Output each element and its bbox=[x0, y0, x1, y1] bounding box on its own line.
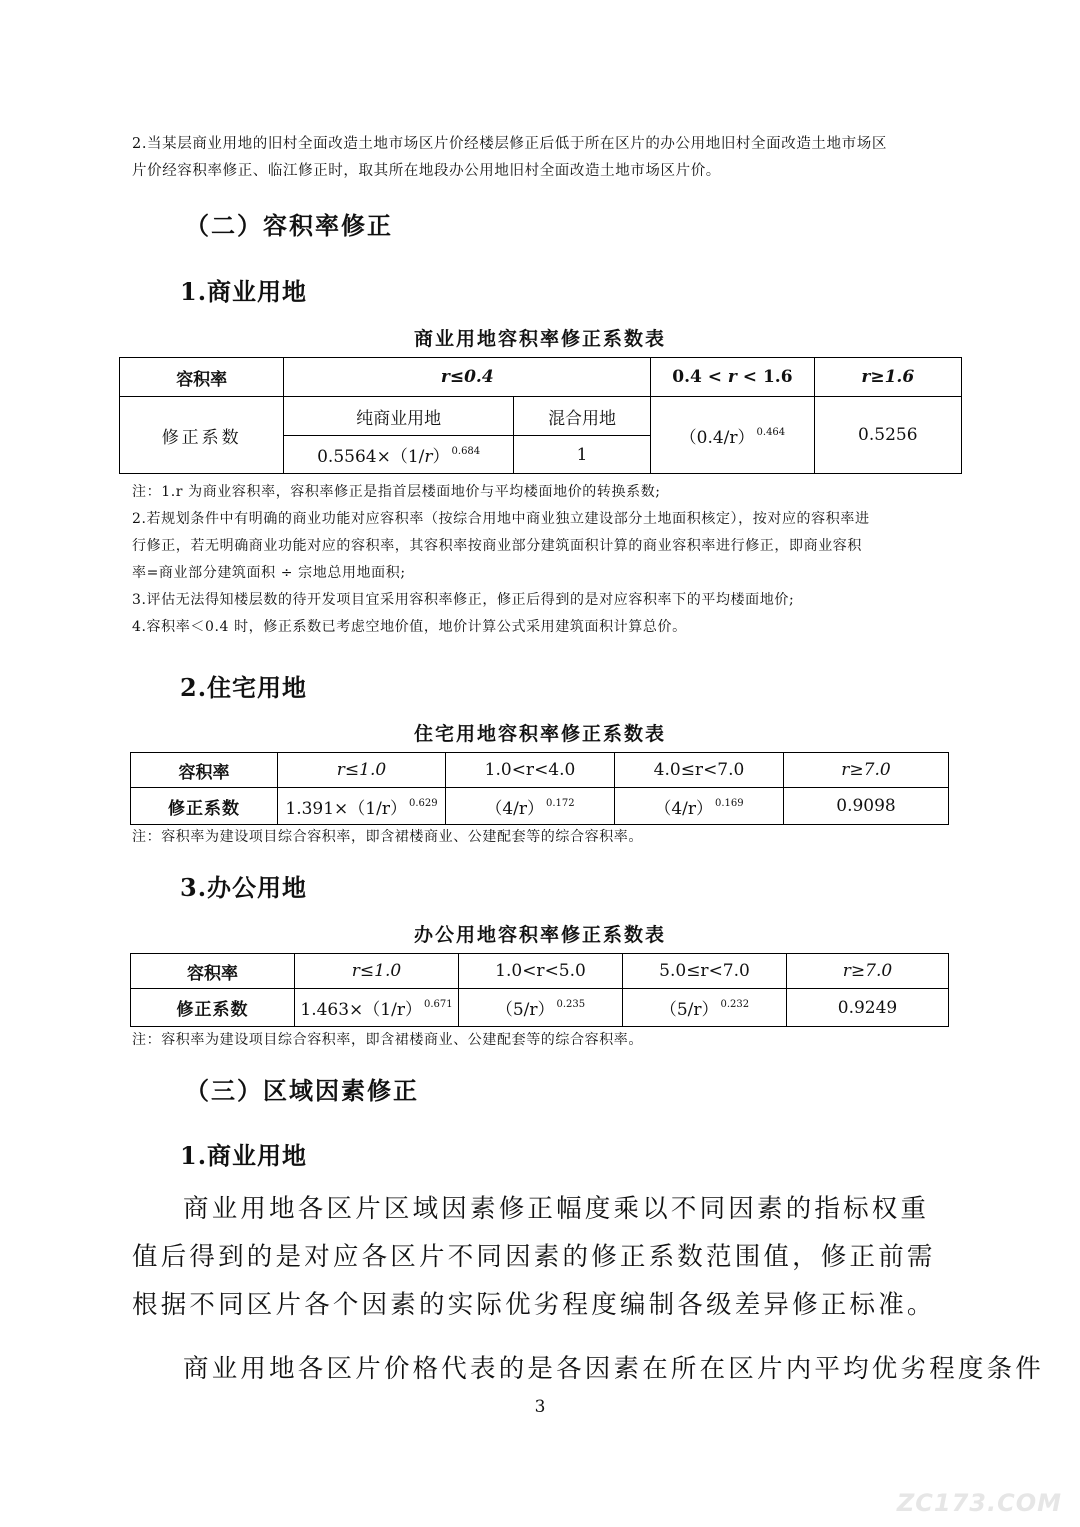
range-cell: 1.0<r<5.0 bbox=[459, 954, 623, 989]
value-cell: （4/r） $^{0.169}$ bbox=[615, 788, 784, 825]
intro-line-1: 2.当某层商业用地的旧村全面改造土地市场区片价经楼层修正后低于所在区片的办公用地旧村全面改造土地市场区 bbox=[132, 136, 887, 152]
office-far-table bbox=[130, 953, 949, 1027]
intro-paragraph bbox=[132, 131, 962, 185]
value-cell: 1.391×（1/r） $^{0.629}$ bbox=[278, 788, 446, 825]
section-2-title: （二）容积率修正 bbox=[185, 211, 393, 240]
range-cell: 5.0≤r<7.0 bbox=[623, 954, 787, 989]
table-row-label: 修正系数 bbox=[131, 989, 295, 1027]
range-cell: r≤1.0 bbox=[295, 954, 459, 989]
commercial-table-caption: 商业用地容积率修正系数表 bbox=[413, 328, 666, 350]
sub-header-pure-commercial: 纯商业用地 bbox=[284, 397, 514, 436]
note-line: 率=商业部分建筑面积 ÷ 宗地总用地面积; bbox=[132, 565, 406, 581]
table-row-label: 修正系数 bbox=[120, 397, 284, 474]
commercial-heading: 1.商业用地 bbox=[180, 277, 308, 306]
value-cell: 0.9098 bbox=[784, 788, 949, 825]
note-line: 2.若规划条件中有明确的商业功能对应容积率（按综合用地中商业独立建设部分土地面积核定），按对应的容积率进 bbox=[132, 511, 870, 527]
table-header-far: 容积率 bbox=[131, 954, 295, 989]
commercial-far-table bbox=[119, 357, 962, 474]
residential-table-caption: 住宅用地容积率修正系数表 bbox=[413, 723, 666, 745]
watermark-logo: ZC173.COM bbox=[896, 1489, 1062, 1517]
table-header-range-1: r≤0.4 bbox=[284, 358, 651, 397]
value-cell: （4/r） $^{0.172}$ bbox=[446, 788, 615, 825]
pure-commercial-value: 0.5564×（1/r） $^{0.684}$ bbox=[284, 436, 514, 474]
residential-heading: 2.住宅用地 bbox=[180, 673, 308, 702]
mixed-value: 1 bbox=[513, 436, 650, 474]
residential-far-table bbox=[130, 752, 949, 825]
table-header-range-2: 0.4 < r < 1.6 bbox=[651, 358, 814, 397]
office-heading: 3.办公用地 bbox=[180, 873, 308, 902]
value-cell: （5/r） $^{0.235}$ bbox=[459, 989, 623, 1027]
office-note: 注：容积率为建设项目综合容积率，即含裙楼商业、公建配套等的综合容积率。 bbox=[132, 1032, 643, 1048]
sub-header-mixed: 混合用地 bbox=[513, 397, 650, 436]
range-cell: r≥7.0 bbox=[784, 753, 949, 788]
table-header-far: 容积率 bbox=[120, 358, 284, 397]
table-header-far: 容积率 bbox=[131, 753, 278, 788]
regional-paragraph-1: 商业用地各区片区域因素修正幅度乘以不同因素的指标权重值后得到的是对应各区片不同因素的修正系数范围值，修正前需根据不同区片各个因素的实际优劣程度编制各级差异修正标准。 bbox=[132, 1194, 936, 1320]
intro-line-2: 片价经容积率修正、临江修正时，取其所在地段办公用地旧村全面改造土地市场区片价。 bbox=[132, 163, 721, 179]
residential-note: 注：容积率为建设项目综合容积率，即含裙楼商业、公建配套等的综合容积率。 bbox=[132, 829, 643, 845]
range-cell: r≤1.0 bbox=[278, 753, 446, 788]
note-line: 3.评估无法得知楼层数的待开发项目宜采用容积率修正，修正后得到的是对应容积率下的平均楼面地价; bbox=[132, 592, 795, 608]
table-row-label: 修正系数 bbox=[131, 788, 278, 825]
section-3-title: （三）区域因素修正 bbox=[185, 1076, 419, 1105]
value-cell: 0.9249 bbox=[787, 989, 949, 1027]
regional-heading: 1.商业用地 bbox=[180, 1141, 308, 1170]
range-cell: 1.0<r<4.0 bbox=[446, 753, 615, 788]
note-line: 4.容积率＜0.4 时，修正系数已考虑空地价值，地价计算公式采用建筑面积计算总价。 bbox=[132, 619, 687, 635]
commercial-notes bbox=[132, 479, 962, 641]
table-header-range-3: r≥1.6 bbox=[814, 358, 961, 397]
note-line: 行修正，若无明确商业功能对应的容积率，其容积率按商业部分建筑面积计算的商业容积率进行修正，即商业容积 bbox=[132, 538, 862, 554]
mid-range-value: （0.4/r） $^{0.464}$ bbox=[651, 397, 814, 474]
value-cell: （5/r） $^{0.232}$ bbox=[623, 989, 787, 1027]
regional-paragraph-2: 商业用地各区片价格代表的是各因素在所在区片内平均优劣程度条件 bbox=[183, 1354, 1045, 1384]
range-cell: r≥7.0 bbox=[787, 954, 949, 989]
high-range-value: 0.5256 bbox=[814, 397, 961, 474]
range-cell: 4.0≤r<7.0 bbox=[615, 753, 784, 788]
page-number: 3 bbox=[534, 1397, 546, 1417]
note-line: 注：1.r 为商业容积率，容积率修正是指首层楼面地价与平均楼面地价的转换系数; bbox=[132, 484, 661, 500]
value-cell: 1.463×（1/r） $^{0.671}$ bbox=[295, 989, 459, 1027]
office-table-caption: 办公用地容积率修正系数表 bbox=[413, 924, 666, 946]
